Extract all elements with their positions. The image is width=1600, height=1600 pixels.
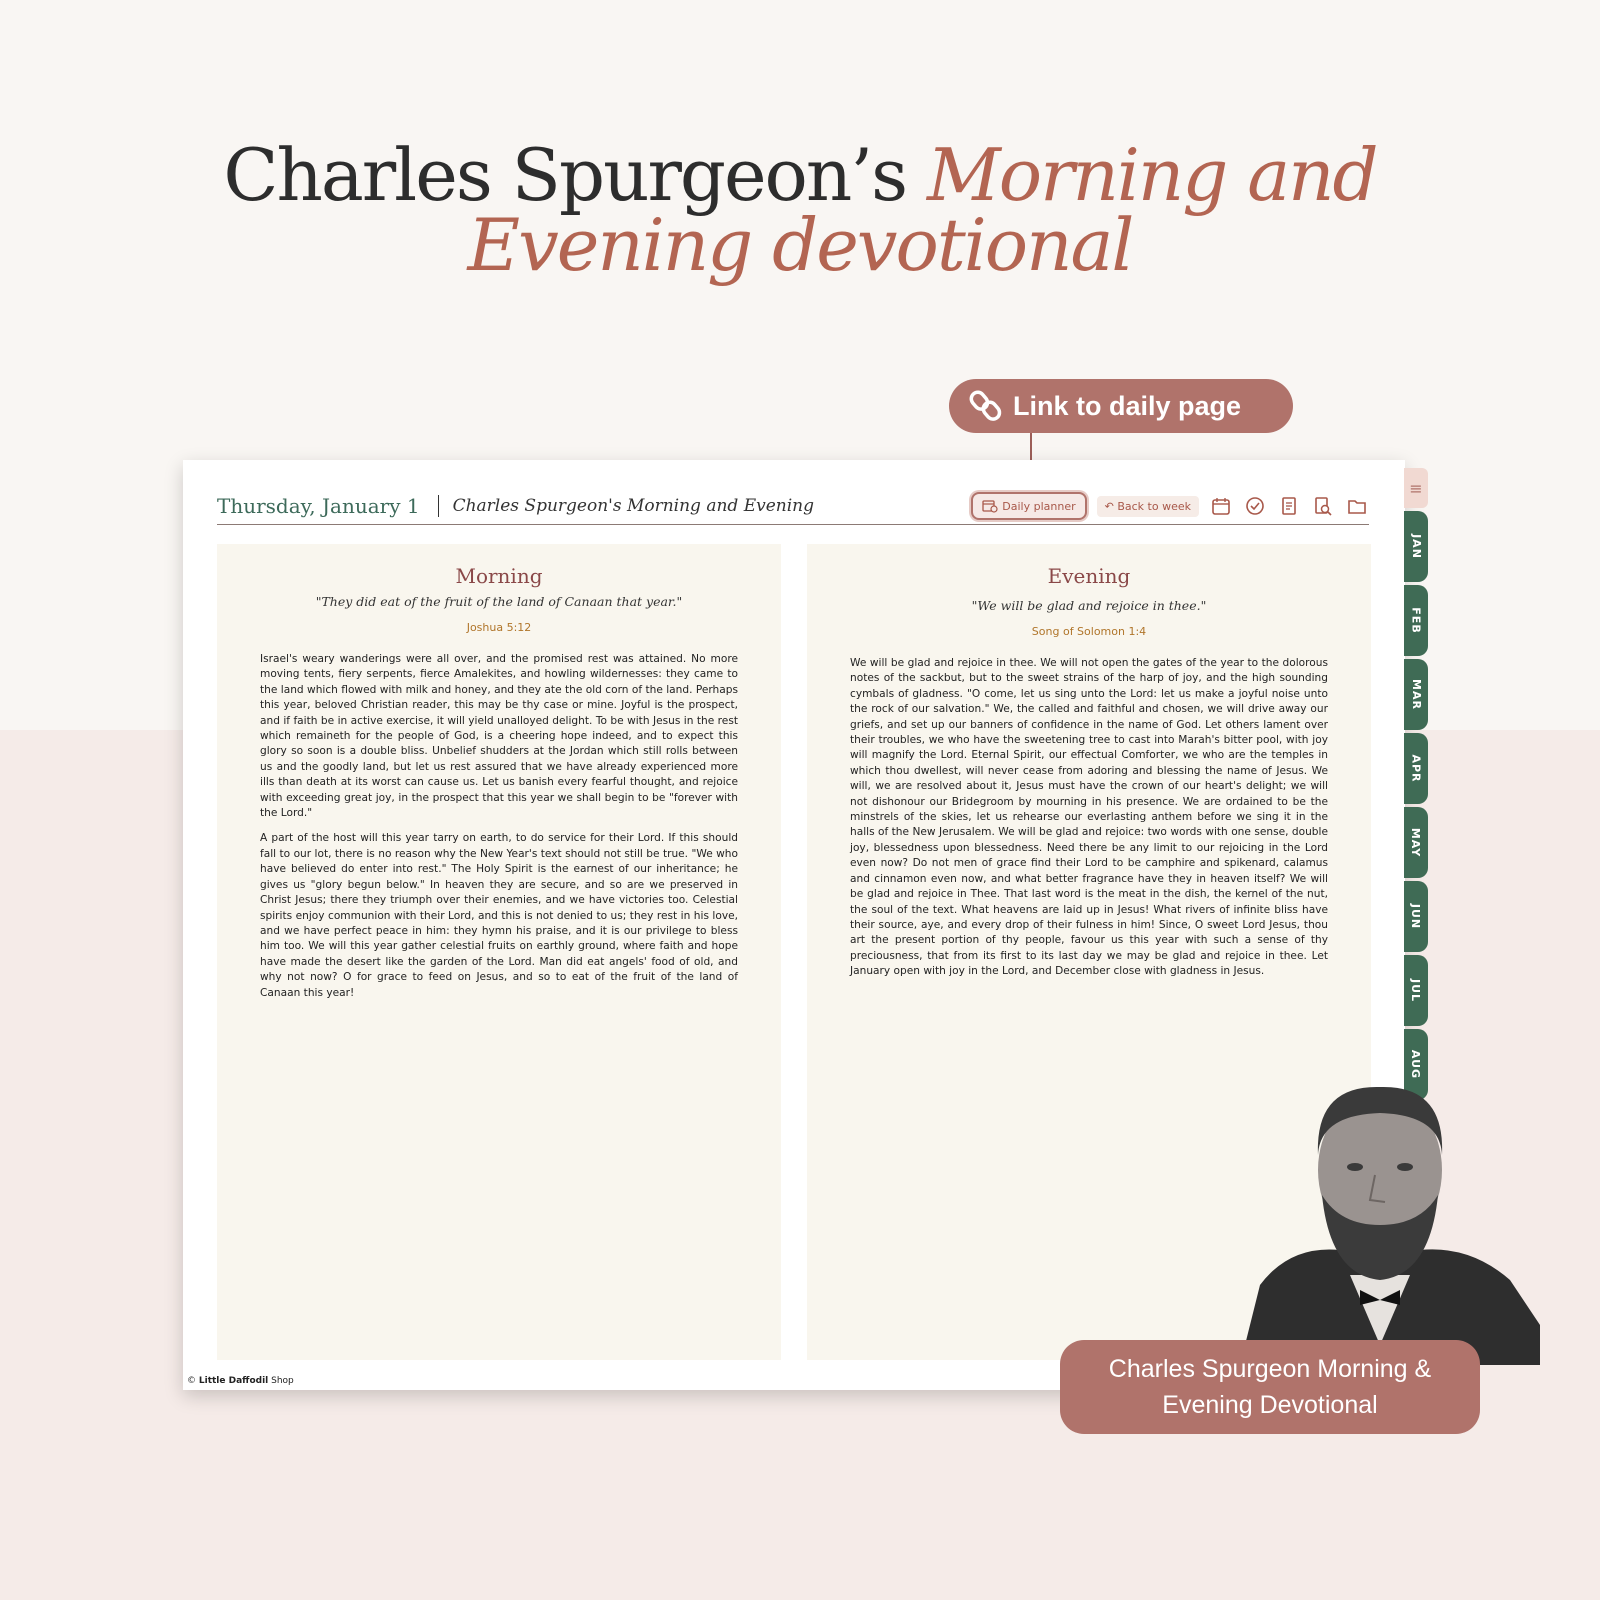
tab-menu[interactable] (1404, 468, 1428, 508)
headline-accent2: Evening devotional (467, 203, 1133, 287)
callout-label: Link to daily page (1013, 390, 1242, 421)
evening-reference: Song of Solomon 1:4 (1031, 625, 1147, 638)
tab-jul[interactable] (1404, 955, 1428, 1026)
evening-title: Evening (1047, 564, 1131, 588)
morning-reference: Joshua 5:12 (466, 621, 532, 634)
link-icon (969, 389, 1003, 423)
morning-paragraph-2: A part of the host will this year tarry on earth, to do service for their Lord. If this should fall to our lot, there is no reason why the New Year's text should not still be true. "We who have believed do enter into rest." The Holy Spirit is the earnest of our inheritance; he gives us "glory begun below." In heaven they are secure, and so are we preserved in Christ Jesus; there they triumph over their enemies, and we have victories too. Celestial spirits enjoy communion with their Lord, and this is not denied to us; they rest in his love, and we have perfect peace in him: they hymn his praise, and it is our privilege to bless him too. We will this year gather celestial fruits on earthly ground, where faith and hope have made the desert like the garden of the Lord. Man did eat angels' food of old, and why not now? O for grace to feed on Jesus, and so to eat of the fruit of the land of Canaan this year! (260, 832, 738, 999)
tab-mar[interactable] (1404, 659, 1428, 730)
calendar-clock-icon (982, 499, 998, 513)
tab-jan[interactable] (1404, 511, 1428, 582)
headline-accent1: Morning and (927, 133, 1377, 217)
book-title: Charles Spurgeon's Morning and Evening (452, 496, 815, 516)
folder-icon[interactable] (1345, 494, 1369, 518)
morning-quote: "They did eat of the fruit of the land of Canaan that year." (315, 594, 683, 609)
copyright-prefix: © (187, 1376, 199, 1386)
header-nav (971, 492, 1369, 520)
tab-feb-label: FEB (1409, 607, 1423, 634)
evening-paragraph-1: We will be glad and rejoice in thee. We will not open the gates of the year to the dolorous notes of the sackbut, but to the sweet strains of the harp of joy, and the high sounding cymbals of gladness. "O come, let us sing unto the Lord: let us make a joyful noise unto the rock of our salvation." We, the called and faithful and chosen, we will drive away our griefs, and set up our banners of confidence in the name of God. Let others lament over their troubles, we who have the sweetening tree to cast into Marah's bitter pool, with joy will magnify the Lord. Eternal Spirit, our effectual Comforter, we who are the temples in which thou dwellest, will never cease from adoring and blessing the name of Jesus. We will, we are resolved about it, Jesus must have the crown of our heart's delight; we will not dishonour our Bridegroom by mourning in his presence. We are ordained to be the minstrels of the skies, let us rehearse our everlasting anthem before we sing it in the halls of the New Jerusalem. We will be glad and rejoice: two words with one sense, double joy, blessedness upon blessedness. Need there be any limit to our rejoicing in the Lord even now? Do not men of grace find their Lord to be camphire and spikenard, calamus and cinnamon even now, and what better fragrance have they in heaven itself? We will be glad and rejoice in Thee. That last word is the meat in the dish, the kernel of the nut, the soul of the text. What heavens are laid up in Jesus! What rivers of infinite bliss have their source, aye, and every drop of their fulness in him! Since, O sweet Lord Jesus, thou art the present portion of thy people, favour us this year with such a sense of thy preciousness, that from its first to its last day we may be glad and rejoice in thee. Let January open with joy in the Lord, and December close with gladness in Jesus. (850, 657, 1328, 978)
page-date: Thursday, January 1 (217, 494, 420, 518)
morning-title: Morning (455, 564, 543, 588)
link-callout (949, 379, 1293, 433)
copyright (187, 1376, 294, 1386)
back-to-week-label: Back to week (1117, 499, 1191, 513)
calendar-icon[interactable] (1209, 494, 1233, 518)
headline (0, 133, 1600, 287)
headline-part1: Charles Spurgeon’s (223, 133, 927, 217)
notes-icon[interactable] (1277, 494, 1301, 518)
copyright-brand: Little Daffodil (198, 1376, 269, 1386)
tab-jan-label: JAN (1409, 534, 1423, 559)
tab-may[interactable] (1404, 807, 1428, 878)
evening-body (850, 656, 1328, 980)
morning-body (260, 652, 738, 1001)
morning-paragraph-1: Israel's weary wanderings were all over, and the promised rest was attained. No more moving tents, fiery serpents, fierce Amalekites, and howling wildernesses: they came to the land which flowed with milk and honey, and they ate the old corn of the land. Perhaps this year, beloved Christian reader, this may be thy case or mine. Joyful is the prospect, and if faith be in active exercise, it will yield unalloyed delight. To be with Jesus in the rest which remaineth for the people of God, is a cheering hope indeed, and to expect this glory so soon is a double bliss. Unbelief shudders at the Jordan which still rolls between us and the goodly land, but let us rest assured that we have already experienced more ills than death at its worst can cause us. Let us banish every fearful thought, and rejoice with exceeding great joy, in the prospect that this year we shall begin to be "forever with the Lord." (260, 653, 738, 820)
menu-icon: ≡ (1409, 478, 1423, 498)
spurgeon-portrait (1220, 1075, 1540, 1365)
caption-line1: Charles Spurgeon Morning & (1108, 1355, 1432, 1383)
undo-arrow-icon: ↶ (1104, 499, 1114, 513)
tab-mar-label: MAR (1409, 679, 1423, 710)
tab-apr-label: APR (1409, 754, 1423, 783)
tab-jul-label: JUL (1409, 978, 1423, 1003)
caption-line2: Evening Devotional (1162, 1391, 1378, 1419)
check-circle-icon[interactable] (1243, 494, 1267, 518)
search-doc-icon[interactable] (1311, 494, 1335, 518)
tab-feb[interactable] (1404, 585, 1428, 656)
tab-may-label: MAY (1409, 827, 1423, 858)
tab-aug-label: AUG (1409, 1049, 1423, 1080)
copyright-suffix: Shop (268, 1376, 294, 1386)
daily-planner-label: Daily planner (1002, 499, 1076, 513)
back-to-week-button[interactable] (1097, 496, 1199, 517)
morning-column (217, 544, 781, 1360)
page-header (217, 488, 1369, 525)
evening-quote: "We will be glad and rejoice in thee." (971, 598, 1207, 613)
portrait-caption (1060, 1340, 1480, 1434)
daily-planner-button[interactable] (971, 492, 1086, 520)
header-divider (438, 495, 439, 517)
tab-jun[interactable] (1404, 881, 1428, 952)
tab-jun-label: JUN (1409, 903, 1423, 930)
month-tabs (1404, 468, 1432, 1100)
tab-apr[interactable] (1404, 733, 1428, 804)
